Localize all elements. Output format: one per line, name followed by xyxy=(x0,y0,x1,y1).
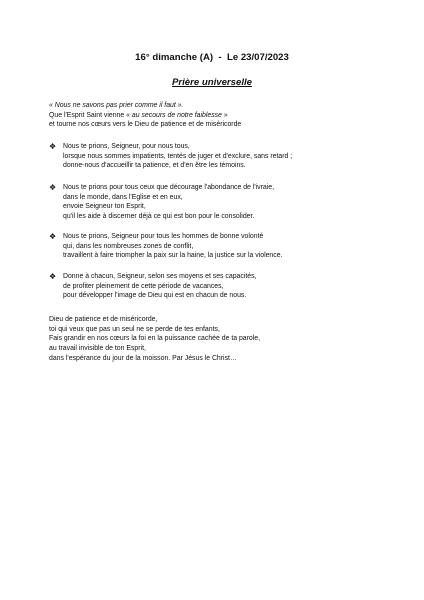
closing-prayer xyxy=(49,315,260,364)
closing-line: au travail invisible de ton Esprit, xyxy=(49,345,146,353)
intention-text xyxy=(63,142,292,171)
intention-line: envoie Seigneur ton Esprit, xyxy=(63,203,146,211)
diamond-bullet-icon: ❖ xyxy=(49,183,57,192)
intro-text: Que l'Esprit Saint vienne « xyxy=(49,111,132,119)
intention-line: Donne à chacun, Seigneur, selon ses moyens et ses capacités, xyxy=(63,273,257,280)
intention-line: travaillent à faire triompher la paix sur la haine, la justice sur la violence. xyxy=(63,252,283,260)
intention-line: pour développer l'image de Dieu qui est en chacun de nous. xyxy=(63,292,247,300)
page-title: 16° dimanche (A) - Le 23/07/2023 xyxy=(135,52,289,63)
intention-line: de profiter pleinement de cette période de vacances, xyxy=(63,282,224,290)
closing-line: Fais grandir en nos cœurs la foi en la puissance cachée de ta parole, xyxy=(49,335,261,343)
diamond-bullet-icon: ❖ xyxy=(49,272,57,281)
intro-line: et tourne nos cœurs vers le Dieu de patience et de miséricorde xyxy=(49,121,242,129)
intention-line: Nous te prions, Seigneur pour tous les hommes de bonne volonté xyxy=(63,233,264,240)
intention-line: qu'il les aide à discerner déjà ce qui est bon pour le consolider. xyxy=(63,213,255,221)
intro-italic-quote: au secours de notre faiblesse xyxy=(131,111,222,119)
intention-line: Nous te prions, Seigneur, pour nous tous, xyxy=(63,143,190,150)
intention-text xyxy=(63,232,282,261)
intention-text xyxy=(63,183,274,222)
closing-line: Dieu de patience et de miséricorde, xyxy=(49,316,158,323)
closing-line: dans l'espérance du jour de la moisson. Par Jésus le Christ… xyxy=(49,354,237,362)
intro-paragraph xyxy=(49,101,241,130)
intro-line xyxy=(49,111,241,121)
intention-line: qui, dans les nombreuses zones de conflit, xyxy=(63,242,194,250)
intro-text: » xyxy=(221,111,228,119)
page-subtitle: Prière universelle xyxy=(172,77,252,88)
closing-line: toi qui veux que pas un seul ne se perde de tes enfants, xyxy=(49,325,220,333)
intention-text xyxy=(63,272,256,301)
intention-line: Nous te prions pour tous ceux que décourage l'abondance de l'ivraie, xyxy=(63,184,275,191)
diamond-bullet-icon: ❖ xyxy=(49,142,57,151)
intention-line: dans le monde, dans l'Eglise et en eux, xyxy=(63,193,183,201)
diamond-bullet-icon: ❖ xyxy=(49,232,57,241)
intention-line: lorsque nous sommes impatients, tentés de juger et d'exclure, sans retard ; xyxy=(63,152,293,160)
intention-line: donne-nous d'accueillir ta patience, et d'en être les témoins. xyxy=(63,162,246,170)
intro-quote: « Nous ne savons pas prier comme il faut ». xyxy=(49,102,184,109)
intro-line xyxy=(49,101,241,111)
